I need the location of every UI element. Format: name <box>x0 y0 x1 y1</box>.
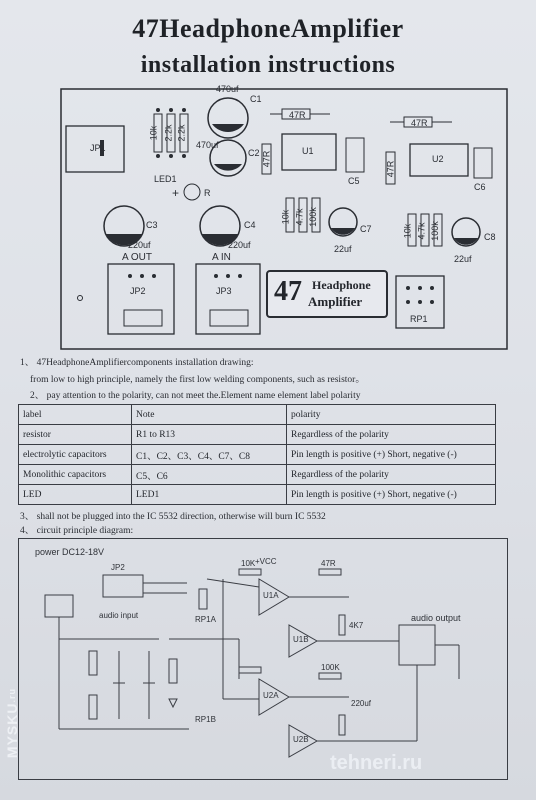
table-cell: C5、C6 <box>132 465 287 485</box>
table-cell: resistor <box>19 425 132 445</box>
table-row <box>19 485 496 505</box>
table-cell: LED1 <box>132 485 287 505</box>
badge-line-1: Headphone <box>312 278 371 292</box>
u1b-label: U1B <box>293 635 309 644</box>
resistor-label-6: 100k <box>307 207 318 227</box>
rp1a-label: RP1A <box>195 615 216 624</box>
table-cell: C1、C2、C3、C4、C7、C8 <box>132 445 287 465</box>
power-label: power DC12-18V <box>35 547 105 557</box>
table-row <box>19 425 496 445</box>
resistor-47r-vertical-2: 47R <box>385 160 396 178</box>
instruction-step-1: 1、 47HeadphoneAmplifiercomponents installation drawing: <box>20 358 254 368</box>
table-cell: electrolytic capacitors <box>19 445 132 465</box>
c5-label: C5 <box>348 176 360 186</box>
rp1b-label: RP1B <box>195 715 216 724</box>
rp1-label: RP1 <box>410 314 428 324</box>
instruction-step-3: 3、 shall not be plugged into the IC 5532 direction, otherwise will burn IC 5532 <box>20 512 326 522</box>
polarity-table <box>18 404 496 505</box>
audio-output-label: audio output <box>411 613 461 623</box>
circuit-schematic <box>18 538 508 780</box>
jp2-label: JP2 <box>130 286 146 296</box>
table-header-cell: Note <box>132 405 287 425</box>
resistor-label-3: 2.2k <box>176 124 187 142</box>
led-plus-mark: + <box>172 186 180 200</box>
table-header-cell: polarity <box>287 405 496 425</box>
c7-value: 22uf <box>334 244 352 254</box>
c4-label: C4 <box>244 220 256 230</box>
r47-label: 47R <box>321 559 336 568</box>
led-label: LED1 <box>154 174 177 184</box>
c1-value: 470uf <box>216 84 239 94</box>
watermark-side: MYSKU.ru <box>4 688 20 759</box>
resistor-47r-top-right: 47R <box>411 118 428 128</box>
c7-label: C7 <box>360 224 372 234</box>
resistor-label-9: 100k <box>429 221 440 241</box>
table-cell: Regardless of the polarity <box>287 425 496 445</box>
led-r-mark: R <box>204 188 211 198</box>
u1a-label: U1A <box>263 591 279 600</box>
u2-label: U2 <box>432 154 444 164</box>
document-subtitle: installation instructions <box>140 52 396 78</box>
a-out-label: A OUT <box>122 252 153 263</box>
vcc-label: +VCC <box>255 557 277 566</box>
resistor-label-7: 10k <box>402 223 413 239</box>
r10k-label: 10K <box>241 559 256 568</box>
table-row <box>19 445 496 465</box>
instruction-step-2: 2、 pay attention to the polarity, can not meet the.Element name element label polarity <box>30 391 361 401</box>
c8-value: 22uf <box>454 254 472 264</box>
jp3-label: JP3 <box>216 286 232 296</box>
product-badge <box>266 270 388 318</box>
c2-label: C2 <box>248 148 260 158</box>
c1-label: C1 <box>250 94 262 104</box>
badge-line-2: Amplifier <box>308 294 363 309</box>
a-in-label: A IN <box>212 252 231 263</box>
document-title: 47HeadphoneAmplifier <box>132 14 404 43</box>
c4-value: 220uf <box>228 240 251 250</box>
audio-input-label: audio input <box>99 611 139 620</box>
table-cell: Monolithic capacitors <box>19 465 132 485</box>
pcb-layout-drawing <box>60 84 508 350</box>
r4k7-label: 4K7 <box>349 621 364 630</box>
table-header-cell: label <box>19 405 132 425</box>
u1-label: U1 <box>302 146 314 156</box>
c8-label: C8 <box>484 232 496 242</box>
table-header-row <box>19 405 496 425</box>
instruction-step-4: 4、 circuit principle diagram: <box>20 526 134 536</box>
watermark-corner: tehneri.ru <box>330 752 423 774</box>
table-cell: LED <box>19 485 132 505</box>
resistor-47r-top: 47R <box>289 110 306 120</box>
jp2-schematic-label: JP2 <box>111 563 125 572</box>
c3-value: 220uf <box>128 240 151 250</box>
resistor-label-5: 4.7k <box>294 208 305 226</box>
table-cell: R1 to R13 <box>132 425 287 445</box>
u2a-label: U2A <box>263 691 279 700</box>
c6-label: C6 <box>474 182 486 192</box>
table-cell: Pin length is positive (+) Short, negative (-) <box>287 445 496 465</box>
r100k-label: 100K <box>321 663 340 672</box>
schematic-lines <box>19 539 507 779</box>
u2b-label: U2B <box>293 735 309 744</box>
resistor-label-8: 4.7k <box>416 222 427 240</box>
c220-label: 220uf <box>351 699 372 708</box>
table-row <box>19 465 496 485</box>
c2-value: 470uf <box>196 140 219 150</box>
resistor-47r-vertical-1: 47R <box>261 150 272 168</box>
resistor-label-4: 10k <box>280 209 291 225</box>
c3-label: C3 <box>146 220 158 230</box>
resistor-label-2: 2.2k <box>163 124 174 142</box>
instruction-step-1-detail: from low to high principle, namely the first low welding components, such as resistor。 <box>30 375 365 385</box>
jp1-label: JP1 <box>90 143 106 153</box>
table-cell: Regardless of the polarity <box>287 465 496 485</box>
badge-number: 47 <box>274 276 302 307</box>
table-cell: Pin length is positive (+) Short, negative (-) <box>287 485 496 505</box>
resistor-label-1: 10k <box>148 125 159 141</box>
